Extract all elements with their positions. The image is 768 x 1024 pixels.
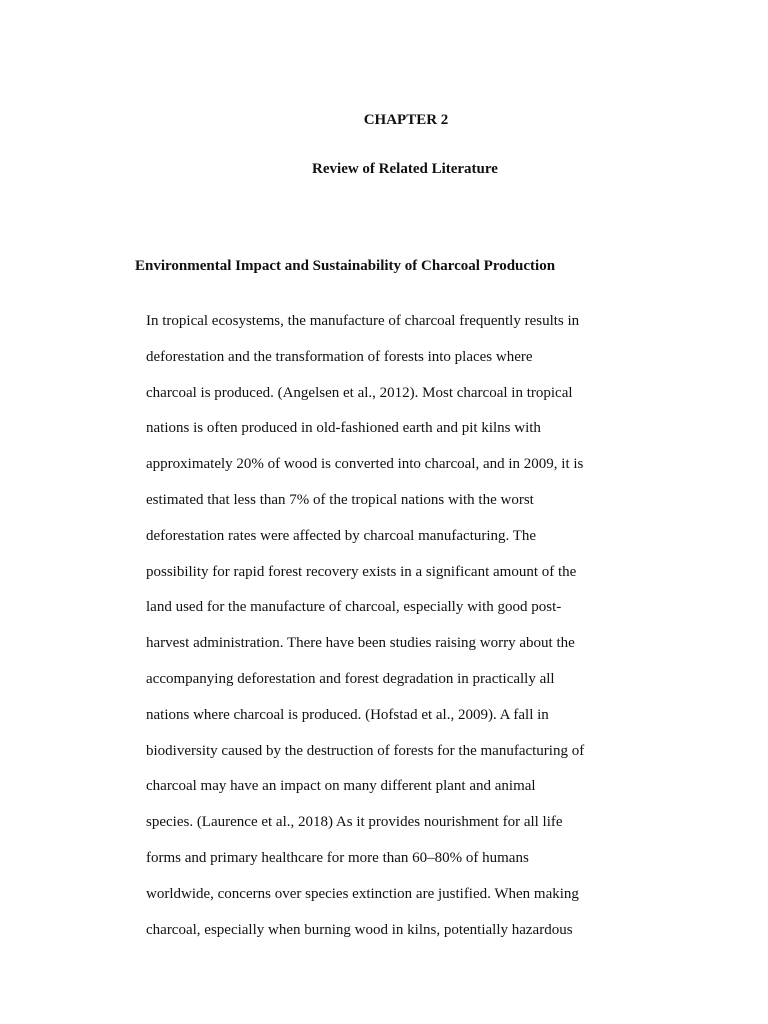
body-line: In tropical ecosystems, the manufacture of charcoal frequently results in bbox=[146, 313, 580, 329]
chapter-label: CHAPTER 2 bbox=[363, 112, 449, 128]
body-line: nations where charcoal is produced. (Hofstad et al., 2009). A fall in bbox=[146, 706, 549, 723]
body-line: nations is often produced in old-fashioned earth and pit kilns with bbox=[146, 420, 541, 437]
body-line: land used for the manufacture of charcoal, especially with good post- bbox=[146, 599, 562, 616]
body-line: deforestation and the transformation of forests into places where bbox=[146, 348, 533, 365]
body-line: possibility for rapid forest recovery exists in a significant amount of the bbox=[146, 563, 577, 580]
body-line: charcoal, especially when burning wood in kilns, potentially hazardous bbox=[146, 921, 573, 938]
body-line: harvest administration. There have been studies raising worry about the bbox=[146, 635, 575, 652]
body-line: estimated that less than 7% of the tropical nations with the worst bbox=[146, 491, 534, 508]
body-line: deforestation rates were affected by charcoal manufacturing. The bbox=[146, 527, 537, 544]
body-line: worldwide, concerns over species extinction are justified. When making bbox=[146, 885, 579, 902]
body-paragraph bbox=[146, 304, 584, 948]
body-line: charcoal is produced. (Angelsen et al., 2012). Most charcoal in tropical bbox=[146, 384, 573, 401]
section-heading: Environmental Impact and Sustainability of Charcoal Production bbox=[135, 258, 556, 274]
body-line: biodiversity caused by the destruction of forests for the manufacturing of bbox=[146, 742, 585, 759]
body-line: charcoal may have an impact on many different plant and animal bbox=[146, 778, 536, 795]
body-line: accompanying deforestation and forest degradation in practically all bbox=[146, 670, 555, 687]
body-line: forms and primary healthcare for more than 60–80% of humans bbox=[146, 849, 529, 866]
body-line: approximately 20% of wood is converted into charcoal, and in 2009, it is bbox=[146, 456, 584, 473]
body-line: species. (Laurence et al., 2018) As it provides nourishment for all life bbox=[146, 814, 563, 831]
chapter-title: Review of Related Literature bbox=[312, 161, 498, 177]
